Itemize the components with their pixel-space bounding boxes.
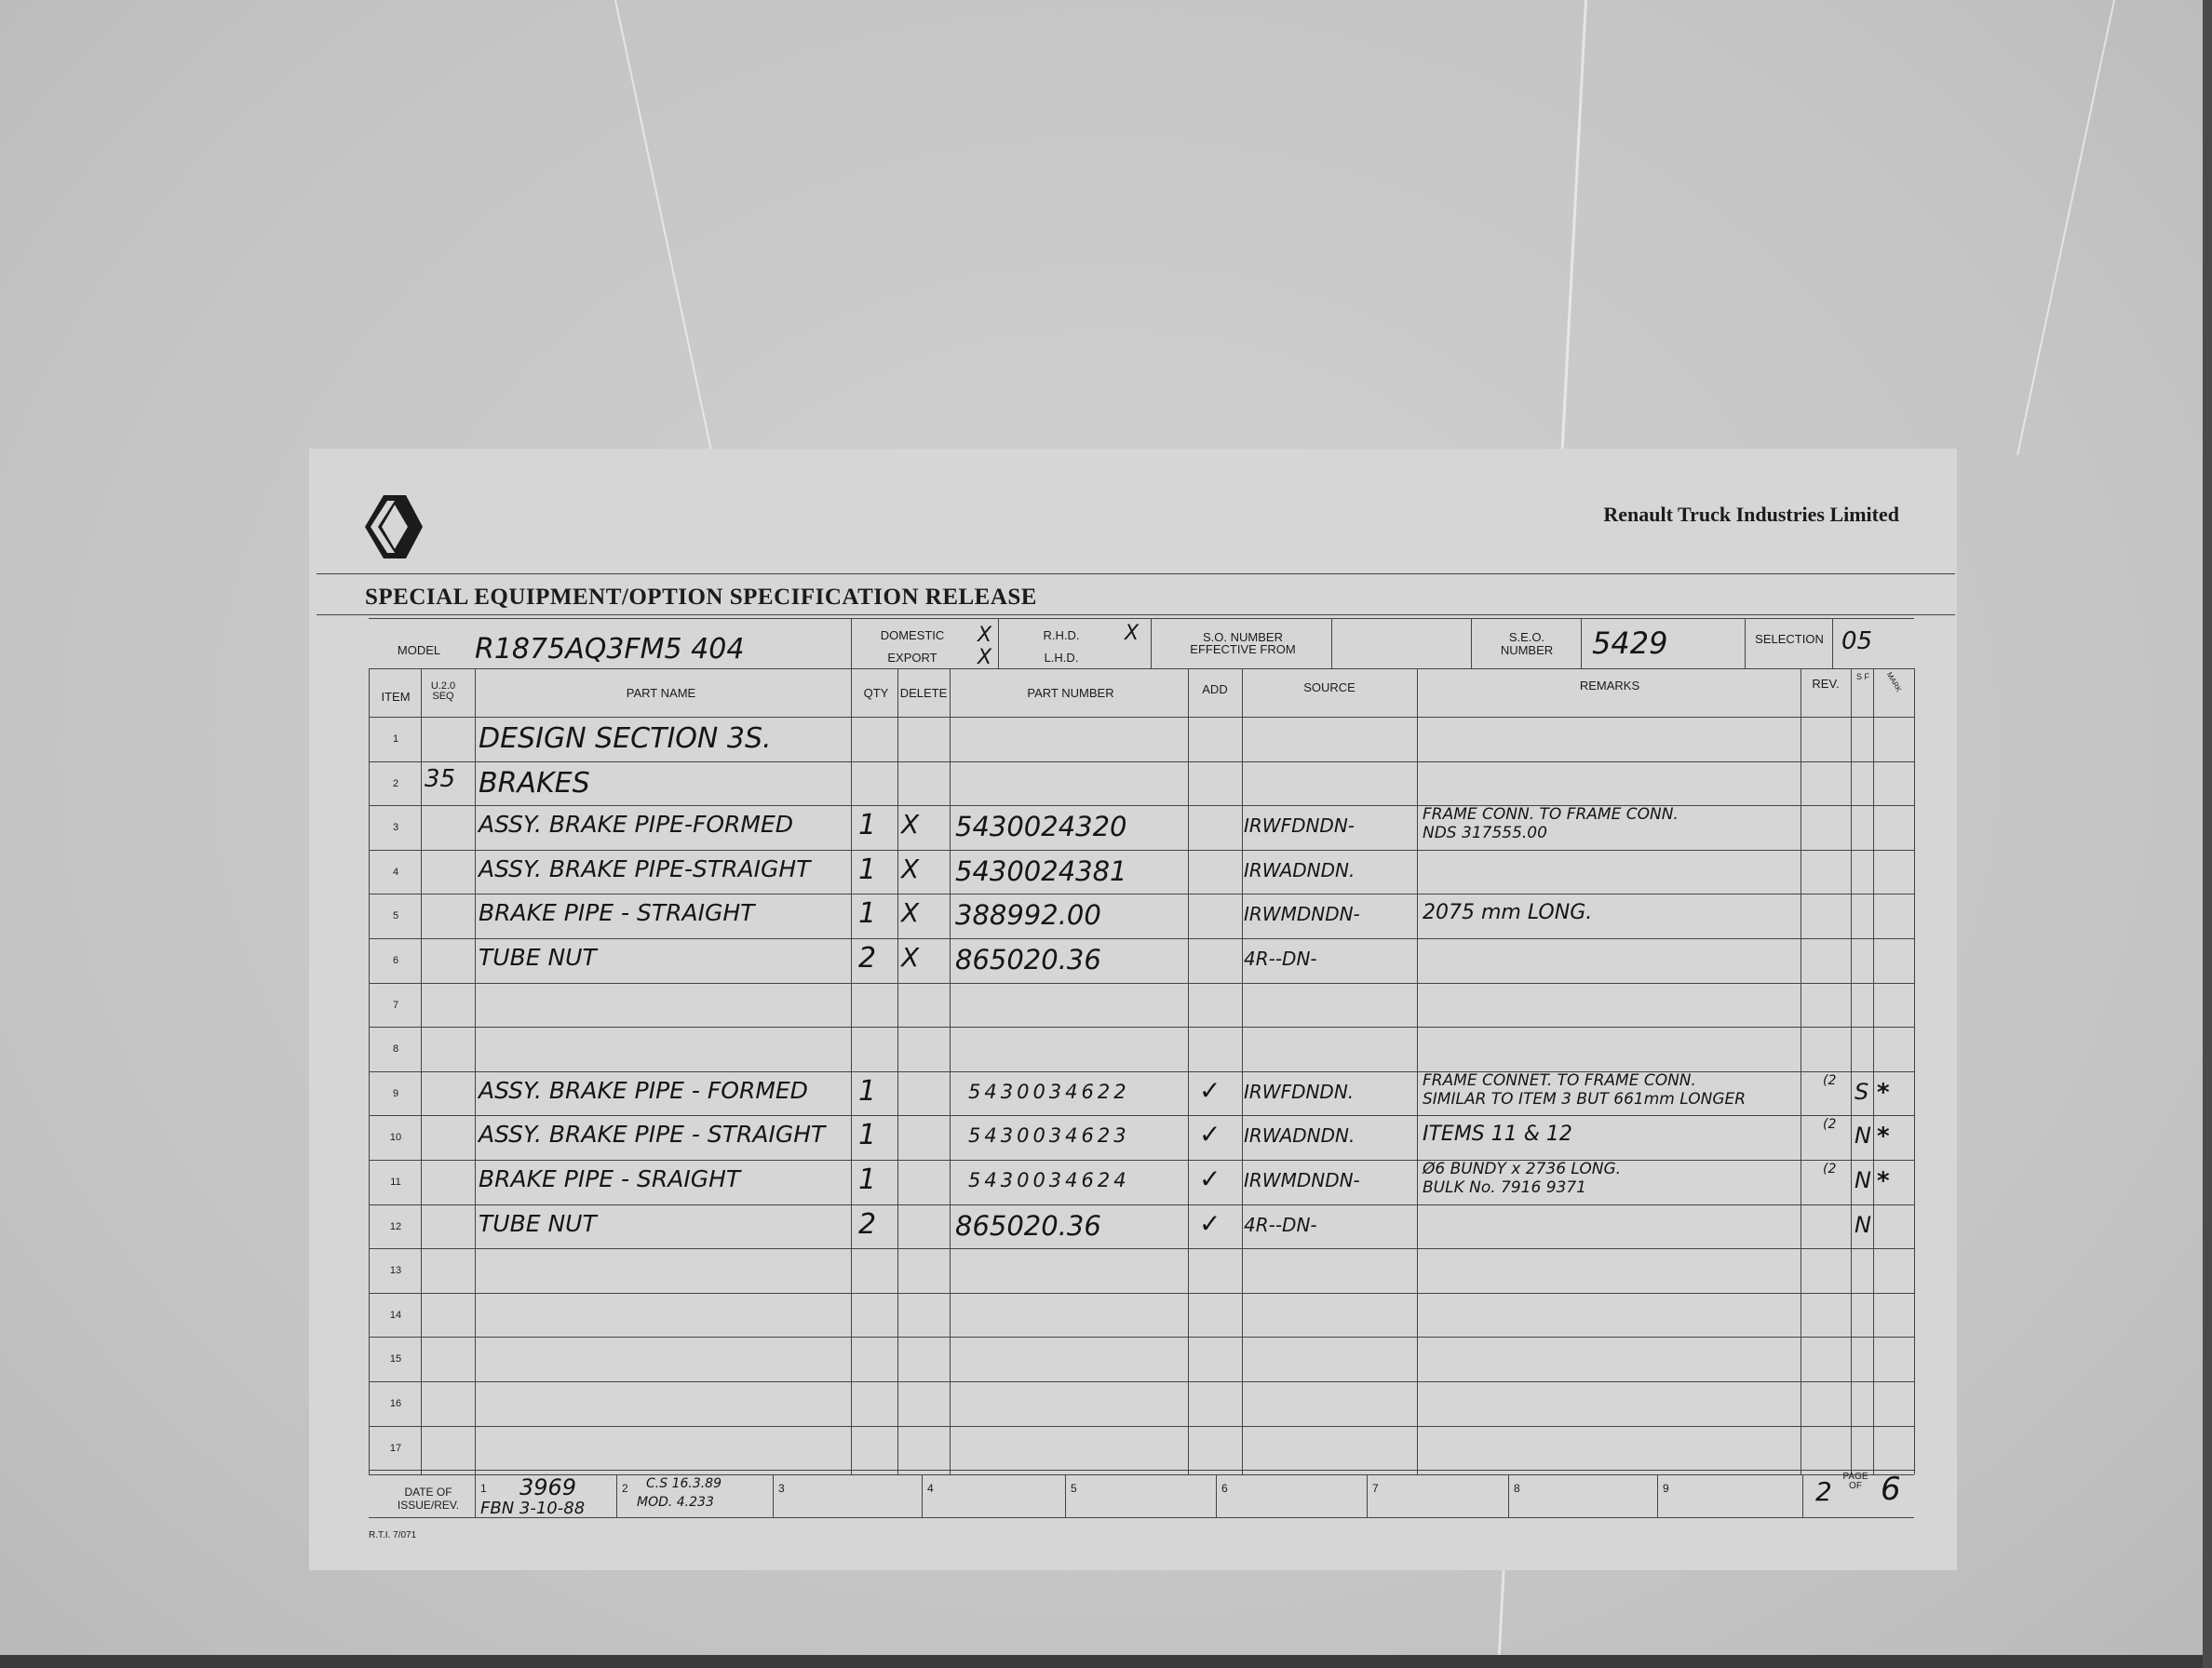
part-number: 865020.36 — [955, 944, 1101, 975]
effective-from-label: EFFECTIVE FROM — [1190, 642, 1296, 656]
scan-edge-right — [2203, 0, 2212, 1668]
header-divider — [1151, 618, 1152, 668]
part-number: 5430024381 — [955, 854, 1127, 887]
title-rule — [317, 573, 1955, 574]
header-top-rule — [369, 618, 1914, 619]
column-qty: QTY — [863, 686, 889, 700]
footer-divider — [1065, 1474, 1066, 1517]
revision-slot-number: 2 — [622, 1482, 628, 1495]
item-number: 17 — [389, 1442, 402, 1454]
delete-mark: X — [901, 853, 920, 884]
grid-row-line — [369, 805, 1914, 806]
page-total: 6 — [1881, 1471, 1901, 1508]
domestic-label: DOMESTIC — [880, 628, 945, 642]
grid-row-line — [369, 1337, 1914, 1338]
add-mark: ✓ — [1199, 1207, 1221, 1239]
page-number: 2 — [1815, 1476, 1832, 1507]
item-number: 11 — [390, 1177, 401, 1188]
column-seq: U.2.0 SEQ — [430, 680, 456, 702]
part-name: ASSY. BRAKE PIPE - FORMED — [479, 1076, 808, 1104]
remarks-line-2: SIMILAR TO ITEM 3 BUT 661mm LONGER — [1423, 1089, 1747, 1109]
company-name: Renault Truck Industries Limited — [1603, 503, 1899, 526]
part-number: 5430034623 — [968, 1124, 1130, 1148]
grid-row-line — [369, 1248, 1914, 1249]
part-name: BRAKE PIPE - STRAIGHT — [479, 899, 755, 927]
sf-mark: N — [1855, 1167, 1871, 1193]
column-sf: S F — [1855, 672, 1869, 681]
revision-1-number: 3969 — [519, 1474, 577, 1500]
item-number: 15 — [389, 1353, 402, 1365]
footer-divider — [475, 1474, 476, 1517]
column-part-number: PART NUMBER — [1027, 686, 1114, 700]
qty-value: 1 — [858, 809, 877, 842]
item-number: 5 — [392, 910, 399, 922]
item-number: 8 — [392, 1043, 399, 1056]
part-name: ASSY. BRAKE PIPE-STRAIGHT — [479, 854, 811, 882]
form-title: SPECIAL EQUIPMENT/OPTION SPECIFICATION RELEASE — [365, 585, 1037, 610]
part-number: 865020.36 — [955, 1209, 1101, 1242]
grid-row-line — [369, 1115, 1914, 1116]
part-number: 388992.00 — [955, 899, 1101, 932]
qty-value: 1 — [858, 1074, 877, 1108]
part-name: ASSY. BRAKE PIPE-FORMED — [479, 811, 794, 839]
revision-slot-number: 5 — [1071, 1482, 1077, 1495]
part-name: DESIGN SECTION 3S. — [479, 722, 772, 755]
footer-divider — [773, 1474, 774, 1517]
delete-mark: X — [901, 809, 920, 841]
item-number: 4 — [392, 866, 399, 878]
revision-slot-number: 4 — [927, 1482, 934, 1495]
remarks: Ø6 BUNDY x 2736 LONG. — [1423, 1160, 1622, 1178]
footer-bottom-rule — [369, 1517, 1914, 1518]
header-divider — [851, 618, 852, 668]
lhd-label: L.H.D. — [1044, 651, 1079, 665]
grid-column-line — [1914, 668, 1915, 1474]
footer-top-rule — [369, 1474, 1914, 1475]
grid-row-line — [369, 850, 1914, 851]
column-item: ITEM — [381, 690, 411, 704]
qty-value: 1 — [858, 853, 877, 886]
grid-row-line — [369, 717, 1914, 718]
qty-value: 1 — [858, 897, 877, 931]
sf-mark: S — [1855, 1078, 1869, 1105]
source-code: IRWADNDN. — [1244, 858, 1356, 881]
rev-mark: (2 — [1823, 1162, 1837, 1177]
part-name: ASSY. BRAKE PIPE - STRAIGHT — [479, 1121, 826, 1149]
source-code: 4R--DN- — [1244, 1213, 1317, 1236]
grid-row-line — [369, 1160, 1914, 1161]
grid-row-line — [369, 1381, 1914, 1382]
remarks-line-2: NDS 317555.00 — [1423, 824, 1547, 843]
header-divider — [1331, 618, 1332, 668]
grid-row-line — [369, 761, 1914, 762]
source-code: IRWMDNDN- — [1244, 903, 1360, 926]
footer-divider — [1508, 1474, 1509, 1517]
asterisk-mark: * — [1877, 1167, 1890, 1195]
source-code: 4R--DN- — [1244, 948, 1317, 970]
item-number: 7 — [392, 999, 399, 1011]
delete-mark: X — [901, 942, 920, 973]
header-divider — [1745, 618, 1746, 668]
footer-divider — [1367, 1474, 1368, 1517]
footer-divider — [1216, 1474, 1217, 1517]
so-number-label: S.O. NUMBER — [1203, 630, 1283, 644]
grid-row-line — [369, 938, 1914, 939]
revision-slot-number: 8 — [1514, 1482, 1520, 1495]
column-rev: REV. — [1812, 677, 1840, 691]
asterisk-mark: * — [1877, 1123, 1890, 1151]
footer-divider — [1802, 1474, 1803, 1517]
delete-mark: X — [901, 897, 920, 929]
item-number: 9 — [392, 1087, 399, 1099]
column-source: SOURCE — [1303, 680, 1356, 694]
add-mark: ✓ — [1199, 1164, 1221, 1194]
column-part-name: PART NAME — [626, 686, 696, 700]
footer-divider — [922, 1474, 923, 1517]
renault-logo-icon — [365, 493, 425, 560]
add-mark: ✓ — [1199, 1074, 1221, 1106]
revision-slot-number: 1 — [480, 1482, 487, 1495]
export-label: EXPORT — [887, 651, 937, 665]
part-number: 5430034622 — [968, 1080, 1130, 1103]
grid-row-line — [369, 983, 1914, 984]
model-label: MODEL — [397, 643, 441, 657]
sf-mark: N — [1855, 1211, 1871, 1238]
qty-value: 1 — [858, 1119, 877, 1152]
header-divider — [1832, 618, 1833, 668]
remarks: ITEMS 11 & 12 — [1423, 1123, 1572, 1147]
rev-mark: (2 — [1823, 1072, 1837, 1088]
revision-slot-number: 6 — [1221, 1482, 1228, 1495]
header-divider — [998, 618, 999, 668]
scan-edge-bottom — [0, 1655, 2212, 1668]
item-number: 6 — [392, 955, 399, 966]
part-number: 5430034624 — [968, 1169, 1130, 1191]
part-name: TUBE NUT — [479, 1209, 597, 1237]
remarks: 2075 mm LONG. — [1423, 901, 1593, 925]
grid-row-line — [369, 894, 1914, 895]
part-name: TUBE NUT — [479, 944, 597, 971]
qty-value: 1 — [858, 1164, 877, 1196]
add-mark: ✓ — [1199, 1119, 1221, 1150]
model-value: R1875AQ3FM5 404 — [475, 633, 745, 666]
item-number: 14 — [389, 1309, 402, 1321]
item-number: 12 — [389, 1220, 402, 1232]
sf-mark: N — [1855, 1123, 1871, 1150]
rhd-label: R.H.D. — [1043, 628, 1080, 642]
part-name: BRAKE PIPE - SRAIGHT — [479, 1165, 741, 1192]
qty-value: 2 — [858, 942, 877, 975]
page-of-label: PAGE OF — [1842, 1472, 1868, 1491]
form-code: R.T.I. 7/071 — [369, 1530, 417, 1540]
seo-number-value: 5429 — [1592, 626, 1668, 661]
item-number: 13 — [389, 1265, 402, 1277]
grid-row-line — [369, 1204, 1914, 1205]
source-code: IRWMDNDN- — [1244, 1169, 1360, 1191]
header-divider — [1581, 618, 1582, 668]
header-bottom-rule — [369, 668, 1914, 669]
seq-value: 35 — [425, 764, 456, 793]
revision-2-number: C.S 16.3.89 — [646, 1476, 722, 1491]
footer-divider — [616, 1474, 617, 1517]
part-name: BRAKES — [479, 766, 590, 800]
date-of-issue-label: DATE OF ISSUE/REV. — [397, 1486, 460, 1512]
item-number: 1 — [392, 733, 399, 745]
source-code: IRWFDNDN. — [1244, 1080, 1355, 1103]
revision-slot-number: 7 — [1372, 1482, 1379, 1495]
revision-2-mod: MOD. 4.233 — [637, 1495, 714, 1510]
grid-row-line — [369, 1027, 1914, 1028]
title-rule — [317, 614, 1955, 615]
header-divider — [1471, 618, 1472, 668]
item-number: 2 — [392, 777, 399, 789]
column-delete: DELETE — [899, 686, 948, 700]
footer-divider — [1657, 1474, 1658, 1517]
domestic-mark: X — [978, 624, 992, 647]
item-number: 3 — [392, 822, 399, 834]
selection-label: SELECTION — [1755, 632, 1824, 646]
source-code: IRWFDNDN- — [1244, 814, 1356, 838]
item-number: 16 — [389, 1398, 402, 1409]
seo-number-label: S.E.O. NUMBER — [1500, 630, 1554, 657]
item-number: 10 — [389, 1132, 402, 1144]
column-add: ADD — [1202, 682, 1228, 696]
grid-row-line — [369, 1470, 1914, 1471]
part-number: 5430024320 — [955, 811, 1127, 843]
rev-mark: (2 — [1823, 1117, 1837, 1133]
specification-form — [309, 449, 1957, 1570]
remarks-line-2: BULK No. 7916 9371 — [1423, 1178, 1586, 1197]
grid-row-line — [369, 1293, 1914, 1294]
qty-value: 2 — [858, 1207, 877, 1241]
rhd-mark: X — [1125, 622, 1140, 645]
revision-slot-number: 9 — [1663, 1482, 1669, 1495]
grid-row-line — [369, 1426, 1914, 1427]
remarks: FRAME CONN. TO FRAME CONN. — [1423, 805, 1679, 825]
source-code: IRWADNDN. — [1244, 1124, 1356, 1148]
column-mark: MARK — [1884, 670, 1904, 694]
export-mark: X — [978, 646, 992, 669]
column-remarks: REMARKS — [1579, 679, 1640, 693]
revision-1-date: FBN 3-10-88 — [480, 1499, 586, 1518]
selection-value: 05 — [1841, 627, 1873, 655]
remarks: FRAME CONNET. TO FRAME CONN. — [1423, 1070, 1696, 1090]
revision-slot-number: 3 — [778, 1482, 785, 1495]
asterisk-mark: * — [1877, 1078, 1890, 1107]
